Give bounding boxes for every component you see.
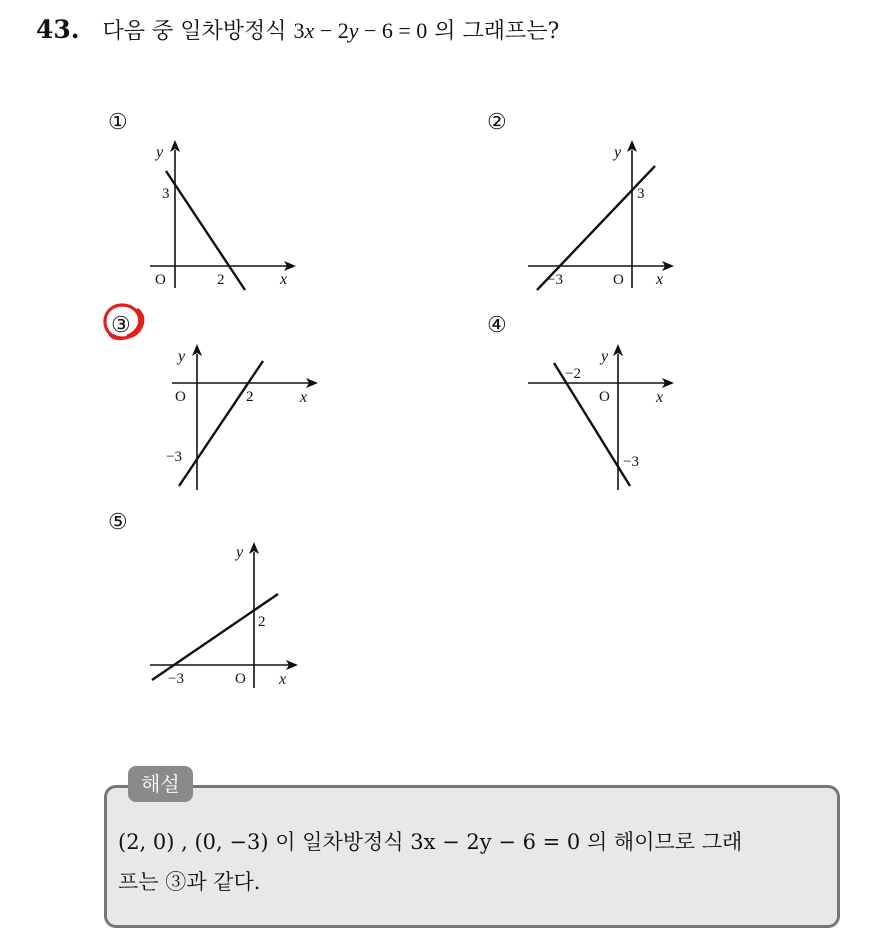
y-intercept-label: 2 (258, 614, 266, 630)
y-intercept-label: −3 (623, 454, 639, 470)
x-intercept-label: −3 (547, 272, 563, 288)
x-label: x (656, 271, 664, 288)
choice-1-marker: ① (108, 110, 128, 135)
graph-line (152, 594, 278, 680)
eq-var-x: x (304, 18, 315, 43)
x-label: x (280, 271, 288, 288)
solution-line-2: 프는 ③과 같다. (118, 870, 261, 894)
y-label: y (178, 348, 186, 365)
choice-5-marker: ⑤ (108, 510, 128, 535)
choice-4-marker: ④ (487, 313, 507, 338)
y-intercept-label: 3 (162, 186, 170, 202)
solution-tab: 해설 (128, 766, 193, 802)
x-intercept-label: 2 (217, 272, 225, 288)
origin-label: O (613, 272, 624, 288)
x-intercept-label: 2 (246, 389, 254, 405)
origin-label: O (175, 389, 186, 405)
y-label: y (601, 348, 609, 365)
eq-var-y: y (348, 18, 359, 43)
origin-label: O (599, 389, 610, 405)
x-intercept-label: −2 (565, 366, 581, 382)
eq-rest: − 6 = 0 (358, 18, 428, 43)
eq-op1: − 2 (314, 18, 349, 43)
x-intercept-label: −3 (168, 671, 184, 687)
question-number: 43. (36, 15, 80, 44)
choice-2-marker: ② (487, 110, 507, 135)
y-label: y (156, 144, 164, 161)
y-intercept-label: −3 (166, 449, 182, 465)
y-label: y (614, 144, 622, 161)
origin-label: O (235, 671, 246, 687)
solution-text (118, 822, 830, 902)
question-text-after: 의 그래프는? (434, 19, 560, 44)
x-label: x (300, 389, 308, 406)
y-intercept-label: 3 (637, 186, 645, 202)
choice-3-marker: ③ (111, 313, 131, 338)
y-label: y (236, 544, 244, 561)
eq-coef-a: 3 (293, 18, 305, 43)
x-label: x (279, 671, 287, 688)
x-label: x (656, 389, 664, 406)
origin-label: O (155, 272, 166, 288)
question-text-before: 다음 중 일차방정식 (102, 19, 287, 44)
solution-line-1: (2, 0) , (0, −3) 이 일차방정식 3x − 2y − 6 = 0 의 해이므로 그래 (118, 830, 743, 854)
